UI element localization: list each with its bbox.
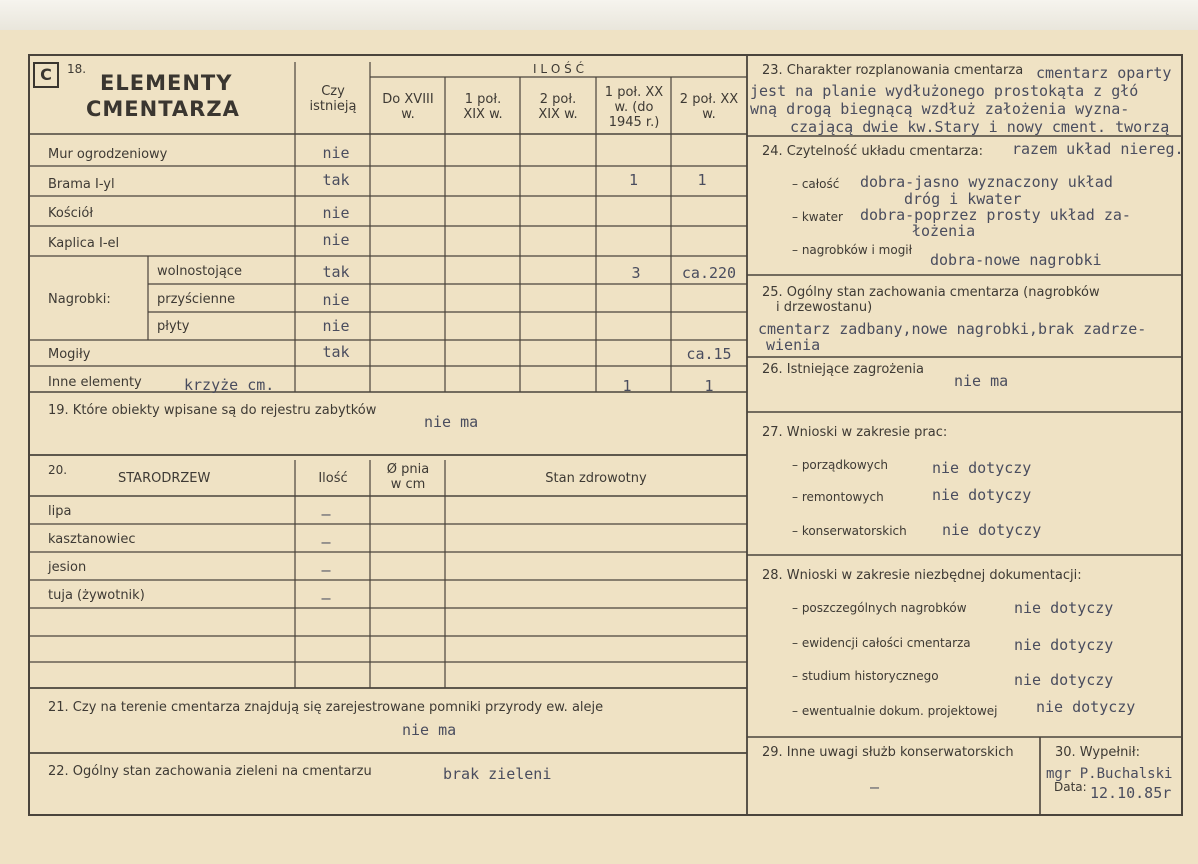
section-18-title-line1: ELEMENTY [100,71,233,95]
date-value: 12.10.85r [1090,784,1172,802]
tree-row-thuja: tuja (żywotnik) [48,588,145,603]
row-label-chapel: Kaplica I-el [48,236,120,251]
section-23-line-4: czającą dwie kw.Stary i nowy cment. tworzą [790,118,1170,136]
trees-health-header: Stan zdrowotny [545,471,647,486]
legibility-overall-line-2: dróg i kwater [904,190,1022,208]
docs-history-label: – studium historycznego [792,669,939,683]
section-21-value: nie ma [402,721,457,739]
section-24-label: 24. Czytelność układu cmentarza: [762,144,984,159]
row-other-20th-first: 1 [622,377,632,395]
section-23-line-2: jest na planie wydłużonego prostokąta z głó [750,82,1139,100]
col-header-20th-second-half: 2 poł. XX w. [679,92,739,122]
legibility-plots-label: – kwater [792,210,843,224]
legibility-plots-line-2: łożenia [912,222,976,240]
row-gate-exists: tak [322,171,350,189]
row-label-wall: Mur ogrodzeniowy [48,147,168,162]
section-19-value: nie ma [424,413,479,431]
col-header-20th-first-half: 1 poł. XX w. (do 1945 r.) [604,85,664,130]
works-conservation-label: – konserwatorskich [792,524,907,538]
row-freestanding-exists: tak [322,263,350,281]
section-29-value: – [870,778,880,796]
row-freestanding-20th-first: 3 [631,264,641,282]
section-19-label: 19. Które obiekty wpisane są do rejestru zabytków [48,403,377,418]
section-21-label: 21. Czy na terenie cmentarza znajdują się zarejestrowane pomniki przyrody ew. aleje [48,700,604,715]
row-mounds-20th-second: ca.15 [686,345,732,363]
section-25-label-1: 25. Ogólny stan zachowania cmentarza (nagrobków [762,285,1100,300]
section-18-title-line2: CMENTARZA [86,97,240,121]
section-22-label: 22. Ogólny stan zachowania zieleni na cmentarzu [48,764,372,779]
works-repair-value: nie dotyczy [932,486,1032,504]
section-26-label: 26. Istniejące zagrożenia [762,362,924,377]
row-other-20th-second: 1 [704,377,714,395]
section-20-title: STARODRZEW [118,471,211,486]
section-22-value: brak zieleni [443,765,552,783]
docs-design-value: nie dotyczy [1036,698,1136,716]
section-26-value: nie ma [954,372,1009,390]
col-header-pre-18th: Do XVIII w. [382,92,434,122]
trees-diameter-header: Ø pnia w cm [386,462,430,492]
legibility-overall-label: – całość [792,177,840,191]
works-cleanup-label: – porządkowych [792,458,888,472]
section-24-value: razem układ niereg. [1012,140,1184,158]
section-25-label-2: i drzewostanu) [776,300,873,315]
row-other-note: krzyże cm. [184,376,275,394]
section-18-number: 18. [67,62,87,76]
filled-by-name: mgr P.Buchalski [1046,766,1173,782]
row-label-other: Inne elementy [48,375,142,390]
section-27-label: 27. Wnioski w zakresie prac: [762,425,948,440]
section-25-line-2: wienia [766,336,821,354]
legibility-plots-line-1: dobra-poprzez prosty układ za- [860,206,1131,224]
row-label-freestanding: wolnostojące [157,264,242,279]
tree-row-chestnut-qty: – [321,533,331,551]
section-28-label: 28. Wnioski w zakresie niezbędnej dokumentacji: [762,568,1082,583]
row-label-gate: Brama I-yl [48,177,115,192]
row-label-wall-mounted: przyścienne [157,292,236,307]
row-label-slabs: płyty [157,319,190,334]
docs-registry-value: nie dotyczy [1014,636,1114,654]
exists-column-header: Czy istnieją [309,84,357,114]
tree-row-linden-qty: – [321,505,331,523]
works-conservation-value: nie dotyczy [942,521,1042,539]
row-wall-exists: nie [322,144,350,162]
docs-history-value: nie dotyczy [1014,671,1114,689]
row-wall-mounted-exists: nie [322,291,350,309]
row-group-label-graves: Nagrobki: [48,292,111,307]
col-header-19th-first-half: 1 poł. XIX w. [463,92,503,122]
section-29-label: 29. Inne uwagi służb konserwatorskich [762,745,1014,760]
docs-graves-label: – poszczególnych nagrobków [792,601,967,615]
section-23-line-3: wną drogą biegnącą wzdłuż założenia wyzna- [750,100,1130,118]
docs-design-label: – ewentualnie dokum. projektowej [792,704,998,718]
row-label-church: Kościół [48,206,94,221]
works-repair-label: – remontowych [792,490,884,504]
row-mounds-exists: tak [322,343,350,361]
date-label: Data: [1054,780,1087,794]
docs-graves-value: nie dotyczy [1014,599,1114,617]
section-30-label: 30. Wypełnił: [1055,745,1140,760]
row-gate-20th-first: 1 [628,171,639,189]
docs-registry-label: – ewidencji całości cmentarza [792,636,971,650]
tree-row-ash-qty: – [321,561,331,579]
card-type-badge: C [33,62,59,88]
row-chapel-exists: nie [322,231,350,249]
tree-row-thuja-qty: – [321,589,331,607]
section-25-line-1: cmentarz zadbany,nowe nagrobki,brak zadrze- [758,320,1147,338]
section-20-number: 20. [48,463,68,477]
works-cleanup-value: nie dotyczy [932,459,1032,477]
col-header-19th-second-half: 2 poł. XIX w. [538,92,578,122]
tree-row-chestnut: kasztanowiec [48,532,136,547]
row-freestanding-20th-second: ca.220 [681,264,737,282]
legibility-overall-line-1: dobra-jasno wyznaczony układ [860,173,1113,191]
legibility-graves-label: – nagrobków i mogił [792,243,913,257]
legibility-graves-value: dobra-nowe nagrobki [930,251,1102,269]
tree-row-ash: jesion [48,560,87,575]
section-23-label: 23. Charakter rozplanowania cmentarza [762,63,1024,78]
row-church-exists: nie [322,204,350,222]
section-23-line-1: cmentarz oparty [1036,64,1172,82]
row-gate-20th-second: 1 [697,171,707,189]
row-label-mounds: Mogiły [48,347,91,362]
quantity-column-header: I L O Ś Ć [533,62,584,76]
trees-qty-header: Ilość [318,471,348,486]
row-slabs-exists: nie [322,317,350,335]
tree-row-linden: lipa [48,504,72,519]
